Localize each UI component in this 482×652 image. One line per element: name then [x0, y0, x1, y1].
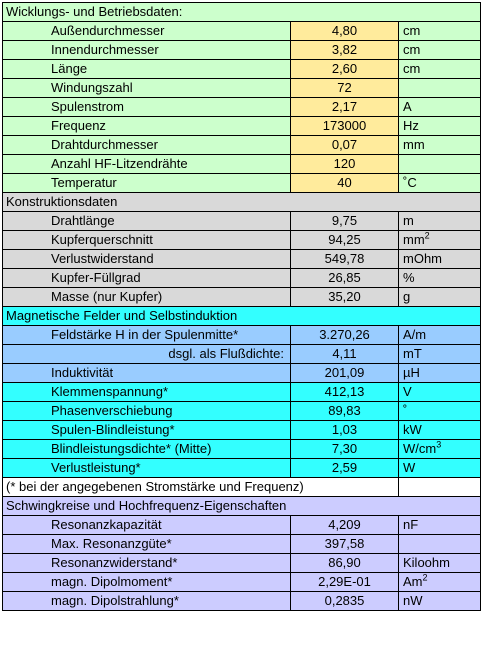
unit-exponent: 3	[436, 439, 442, 450]
row-label[interactable]: Phasenverschiebung	[3, 402, 291, 421]
table-row	[3, 22, 481, 41]
table-row	[3, 155, 481, 174]
value-cell[interactable]: 3.270,26	[291, 326, 399, 345]
unit-cell[interactable]: cm	[399, 60, 481, 79]
spreadsheet-table	[2, 2, 481, 611]
table-row	[3, 459, 481, 478]
row-label[interactable]: dsgl. als Flußdichte:	[3, 345, 291, 364]
row-label[interactable]: Außendurchmesser	[3, 22, 291, 41]
value-cell[interactable]: 86,90	[291, 554, 399, 573]
value-cell[interactable]: 2,29E-01	[291, 573, 399, 592]
table-row	[3, 79, 481, 98]
value-cell[interactable]: 412,13	[291, 383, 399, 402]
value-cell[interactable]: 4,209	[291, 516, 399, 535]
row-label[interactable]: Windungszahl	[3, 79, 291, 98]
row-label[interactable]: Induktivität	[3, 364, 291, 383]
footnote-text[interactable]: (* bei der angegebenen Stromstärke und Frequenz)	[3, 478, 399, 497]
value-cell-outer-diameter[interactable]: 4,80	[291, 22, 399, 41]
value-cell-wire-diameter[interactable]: 0,07	[291, 136, 399, 155]
value-cell[interactable]: 4,11	[291, 345, 399, 364]
value-cell[interactable]: 549,78	[291, 250, 399, 269]
row-label[interactable]: Innendurchmesser	[3, 41, 291, 60]
value-cell-turns[interactable]: 72	[291, 79, 399, 98]
value-cell[interactable]: 94,25	[291, 231, 399, 250]
unit-cell[interactable]: Kiloohm	[399, 554, 481, 573]
row-label[interactable]: Masse (nur Kupfer)	[3, 288, 291, 307]
row-label[interactable]: Verlustwiderstand	[3, 250, 291, 269]
table-row	[3, 41, 481, 60]
value-cell[interactable]: 9,75	[291, 212, 399, 231]
table-row	[3, 250, 481, 269]
section-header-construction	[3, 193, 481, 212]
row-label[interactable]: Resonanzwiderstand*	[3, 554, 291, 573]
table-row	[3, 364, 481, 383]
unit-cell[interactable]	[399, 79, 481, 98]
unit-cell[interactable]	[399, 440, 481, 459]
section-header-resonance	[3, 497, 481, 516]
unit-cell[interactable]: cm	[399, 41, 481, 60]
unit-cell[interactable]: µH	[399, 364, 481, 383]
row-label[interactable]: Feldstärke H in der Spulenmitte*	[3, 326, 291, 345]
table-row	[3, 288, 481, 307]
value-cell[interactable]: 26,85	[291, 269, 399, 288]
unit-cell[interactable]: A	[399, 98, 481, 117]
unit-cell[interactable]	[399, 155, 481, 174]
section-title[interactable]: Konstruktionsdaten	[3, 193, 481, 212]
unit-cell[interactable]: m	[399, 212, 481, 231]
row-label[interactable]: Max. Resonanzgüte*	[3, 535, 291, 554]
value-cell[interactable]: 89,83	[291, 402, 399, 421]
table-row	[3, 231, 481, 250]
unit-cell[interactable]	[399, 573, 481, 592]
table-row	[3, 136, 481, 155]
table-row	[3, 174, 481, 193]
unit-cell[interactable]: Hz	[399, 117, 481, 136]
table-row	[3, 573, 481, 592]
row-label[interactable]: Drahtdurchmesser	[3, 136, 291, 155]
unit-cell[interactable]: mT	[399, 345, 481, 364]
table-row	[3, 383, 481, 402]
value-cell[interactable]: 35,20	[291, 288, 399, 307]
section-title[interactable]: Wicklungs- und Betriebsdaten:	[3, 3, 481, 22]
table-row	[3, 345, 481, 364]
footnote-row	[3, 478, 481, 497]
table-row	[3, 269, 481, 288]
table-row	[3, 326, 481, 345]
row-label[interactable]: Verlustleistung*	[3, 459, 291, 478]
row-label[interactable]: Anzahl HF-Litzendrähte	[3, 155, 291, 174]
value-cell-strand-count[interactable]: 120	[291, 155, 399, 174]
unit-cell[interactable]: cm	[399, 22, 481, 41]
unit-cell[interactable]: nW	[399, 592, 481, 611]
row-label[interactable]: Blindleistungsdichte* (Mitte)	[3, 440, 291, 459]
unit-cell[interactable]: nF	[399, 516, 481, 535]
unit-cell[interactable]: W	[399, 459, 481, 478]
unit-cell[interactable]	[399, 535, 481, 554]
row-label[interactable]: magn. Dipolmoment*	[3, 573, 291, 592]
unit-cell[interactable]: ˚C	[399, 174, 481, 193]
unit-text: mm	[403, 232, 425, 247]
unit-text: Am	[403, 574, 423, 589]
row-label[interactable]: Länge	[3, 60, 291, 79]
unit-cell[interactable]: V	[399, 383, 481, 402]
table-row	[3, 535, 481, 554]
value-cell-inner-diameter[interactable]: 3,82	[291, 41, 399, 60]
value-cell[interactable]: 7,30	[291, 440, 399, 459]
empty-cell[interactable]	[399, 478, 481, 497]
value-cell[interactable]: 0,2835	[291, 592, 399, 611]
table-row	[3, 592, 481, 611]
unit-cell[interactable]	[399, 231, 481, 250]
unit-text: W/cm	[403, 441, 437, 456]
unit-cell[interactable]: mm	[399, 136, 481, 155]
value-cell-length[interactable]: 2,60	[291, 60, 399, 79]
unit-cell[interactable]: mOhm	[399, 250, 481, 269]
table-row	[3, 440, 481, 459]
unit-cell[interactable]: A/m	[399, 326, 481, 345]
section-title[interactable]: Schwingkreise und Hochfrequenz-Eigenschaften	[3, 497, 481, 516]
unit-cell[interactable]: ˚	[399, 402, 481, 421]
value-cell-temperature[interactable]: 40	[291, 174, 399, 193]
unit-cell[interactable]: %	[399, 269, 481, 288]
row-label[interactable]: Resonanzkapazität	[3, 516, 291, 535]
row-label[interactable]: magn. Dipolstrahlung*	[3, 592, 291, 611]
row-label[interactable]: Spulenstrom	[3, 98, 291, 117]
unit-cell[interactable]: kW	[399, 421, 481, 440]
unit-exponent: 2	[424, 230, 430, 241]
value-cell[interactable]: 2,59	[291, 459, 399, 478]
value-cell[interactable]: 1,03	[291, 421, 399, 440]
table-row	[3, 554, 481, 573]
table-row	[3, 402, 481, 421]
row-label[interactable]: Kupfer-Füllgrad	[3, 269, 291, 288]
value-cell-current[interactable]: 2,17	[291, 98, 399, 117]
row-label[interactable]: Frequenz	[3, 117, 291, 136]
table-row	[3, 421, 481, 440]
unit-cell[interactable]: g	[399, 288, 481, 307]
unit-exponent: 2	[422, 572, 428, 583]
section-header-magnetic	[3, 307, 481, 326]
row-label[interactable]: Spulen-Blindleistung*	[3, 421, 291, 440]
section-title[interactable]: Magnetische Felder und Selbstinduktion	[3, 307, 481, 326]
row-label[interactable]: Drahtlänge	[3, 212, 291, 231]
table-row	[3, 117, 481, 136]
value-cell-frequency[interactable]: 173000	[291, 117, 399, 136]
table-row	[3, 98, 481, 117]
section-header-winding	[3, 3, 481, 22]
table-row	[3, 212, 481, 231]
value-cell[interactable]: 397,58	[291, 535, 399, 554]
row-label[interactable]: Temperatur	[3, 174, 291, 193]
table-row	[3, 60, 481, 79]
value-cell[interactable]: 201,09	[291, 364, 399, 383]
row-label[interactable]: Kupferquerschnitt	[3, 231, 291, 250]
row-label[interactable]: Klemmenspannung*	[3, 383, 291, 402]
table-row	[3, 516, 481, 535]
